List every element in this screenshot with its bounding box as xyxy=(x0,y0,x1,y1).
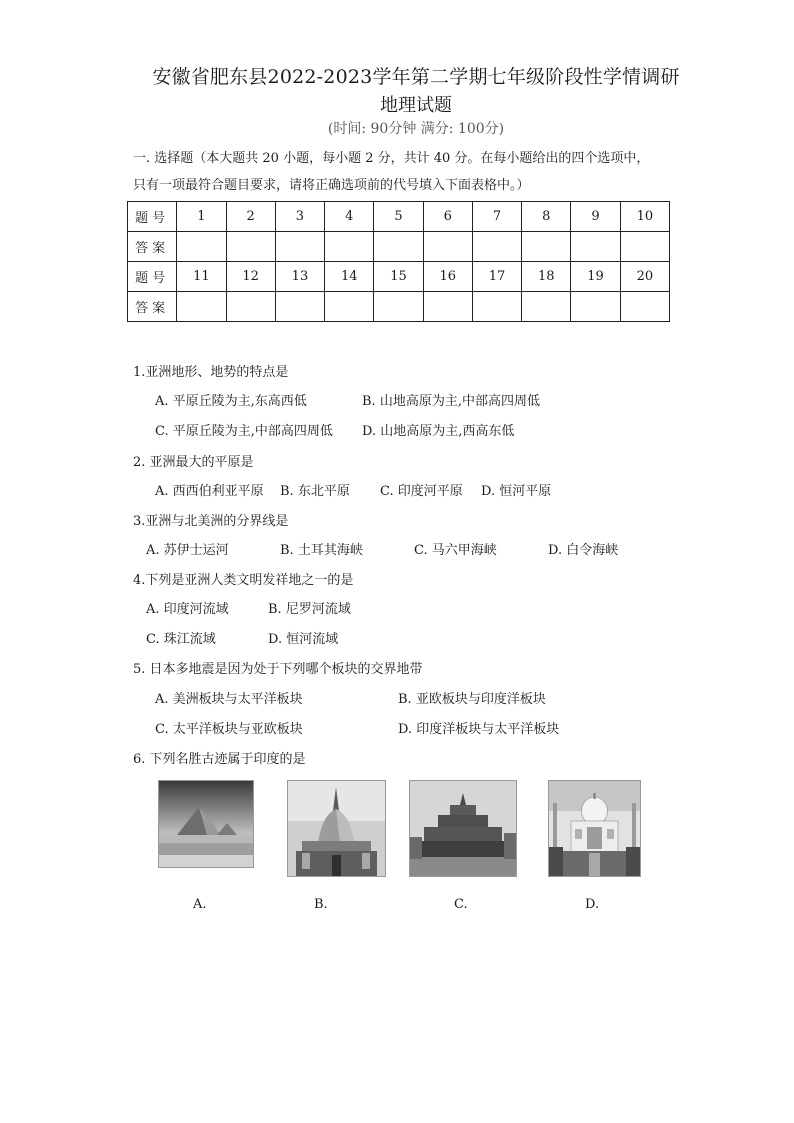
question-number: 9 xyxy=(571,202,620,232)
exam-time-score: (时间: 90分钟 满分: 100分) xyxy=(327,121,505,137)
instruction-line-1: 一. 选择题（本大题共 20 小题，每小题 2 分，共计 40 分。在每小题给出的四个选项中， xyxy=(133,151,650,166)
question-5-option-c[interactable]: C. 太平洋板块与亚欧板块 xyxy=(155,722,303,737)
row-label-question: 题号 xyxy=(128,262,177,292)
question-3-option-d[interactable]: D. 白令海峡 xyxy=(548,543,619,558)
question-2-option-b[interactable]: B. 东北平原 xyxy=(280,484,350,499)
question-1-option-a[interactable]: A. 平原丘陵为主,东高西低 xyxy=(155,394,307,409)
answer-cell[interactable] xyxy=(275,232,324,262)
section-instructions xyxy=(133,145,693,199)
stupa-image[interactable] xyxy=(287,780,386,877)
answer-table xyxy=(127,201,670,322)
answer-cell[interactable] xyxy=(522,292,571,322)
taj-mahal-image[interactable] xyxy=(548,780,641,877)
pyramid-image[interactable] xyxy=(158,780,254,868)
temple-mound-illustration xyxy=(410,781,516,876)
question-4-option-d[interactable]: D. 恒河流域 xyxy=(268,632,339,647)
question-number: 14 xyxy=(325,262,374,292)
exam-subject: 地理试题 xyxy=(380,95,452,116)
table-row-numbers-1 xyxy=(128,202,670,232)
question-number: 6 xyxy=(423,202,472,232)
question-3-option-c[interactable]: C. 马六甲海峡 xyxy=(414,543,497,558)
answer-cell[interactable] xyxy=(472,292,521,322)
answer-cell[interactable] xyxy=(275,292,324,322)
question-5-option-b[interactable]: B. 亚欧板块与印度洋板块 xyxy=(398,692,546,707)
pyramid-illustration xyxy=(159,781,253,867)
question-6-option-c[interactable]: C. xyxy=(454,897,468,912)
question-1-option-b[interactable]: B. 山地高原为主,中部高四周低 xyxy=(362,394,540,409)
question-2-stem: 2. 亚洲最大的平原是 xyxy=(133,455,254,470)
answer-cell[interactable] xyxy=(620,232,669,262)
question-5-option-a[interactable]: A. 美洲板块与太平洋板块 xyxy=(155,692,303,707)
answer-cell[interactable] xyxy=(374,292,423,322)
question-number: 15 xyxy=(374,262,423,292)
question-4-stem: 4.下列是亚洲人类文明发祥地之一的是 xyxy=(133,573,354,588)
question-number: 18 xyxy=(522,262,571,292)
answer-cell[interactable] xyxy=(177,292,226,322)
question-3-option-b[interactable]: B. 土耳其海峡 xyxy=(280,543,363,558)
question-6-option-a[interactable]: A. xyxy=(193,897,207,912)
question-6-option-d[interactable]: D. xyxy=(585,897,600,912)
question-4-option-c[interactable]: C. 珠江流域 xyxy=(146,632,216,647)
table-row-answers-1 xyxy=(128,232,670,262)
question-3-stem: 3.亚洲与北美洲的分界线是 xyxy=(133,514,289,529)
question-number: 20 xyxy=(620,262,669,292)
question-4-option-a[interactable]: A. 印度河流域 xyxy=(146,602,229,617)
answer-cell[interactable] xyxy=(325,232,374,262)
question-5-option-d[interactable]: D. 印度洋板块与太平洋板块 xyxy=(398,722,560,737)
stupa-illustration xyxy=(288,781,385,876)
question-number: 16 xyxy=(423,262,472,292)
answer-cell[interactable] xyxy=(571,292,620,322)
question-number: 1 xyxy=(177,202,226,232)
answer-cell[interactable] xyxy=(423,232,472,262)
answer-cell[interactable] xyxy=(522,232,571,262)
answer-cell[interactable] xyxy=(226,292,275,322)
taj-mahal-illustration xyxy=(549,781,640,876)
answer-cell[interactable] xyxy=(472,232,521,262)
answer-cell[interactable] xyxy=(325,292,374,322)
question-number: 4 xyxy=(325,202,374,232)
row-label-answer: 答案 xyxy=(128,232,177,262)
question-number: 11 xyxy=(177,262,226,292)
question-6-stem: 6. 下列名胜古迹属于印度的是 xyxy=(133,752,306,767)
answer-cell[interactable] xyxy=(226,232,275,262)
row-label-question: 题号 xyxy=(128,202,177,232)
question-number: 2 xyxy=(226,202,275,232)
table-row-numbers-2 xyxy=(128,262,670,292)
question-2-option-c[interactable]: C. 印度河平原 xyxy=(380,484,463,499)
question-number: 8 xyxy=(522,202,571,232)
question-1-stem: 1.亚洲地形、地势的特点是 xyxy=(133,365,289,380)
question-4-option-b[interactable]: B. 尼罗河流域 xyxy=(268,602,351,617)
question-3-option-a[interactable]: A. 苏伊士运河 xyxy=(146,543,229,558)
question-number: 7 xyxy=(472,202,521,232)
question-2-option-d[interactable]: D. 恒河平原 xyxy=(481,484,552,499)
question-1-option-c[interactable]: C. 平原丘陵为主,中部高四周低 xyxy=(155,424,333,439)
row-label-answer: 答案 xyxy=(128,292,177,322)
question-number: 12 xyxy=(226,262,275,292)
answer-cell[interactable] xyxy=(177,232,226,262)
question-number: 19 xyxy=(571,262,620,292)
question-1-option-d[interactable]: D. 山地高原为主,西高东低 xyxy=(362,424,515,439)
question-2-option-a[interactable]: A. 西西伯利亚平原 xyxy=(155,484,264,499)
temple-mound-image[interactable] xyxy=(409,780,517,877)
question-number: 13 xyxy=(275,262,324,292)
answer-cell[interactable] xyxy=(374,232,423,262)
answer-cell[interactable] xyxy=(620,292,669,322)
answer-cell[interactable] xyxy=(571,232,620,262)
question-number: 5 xyxy=(374,202,423,232)
instruction-line-2: 只有一项最符合题目要求，请将正确选项前的代号填入下面表格中。） xyxy=(133,178,530,193)
question-5-stem: 5. 日本多地震是因为处于下列哪个板块的交界地带 xyxy=(133,662,423,677)
exam-title: 安徽省肥东县2022-2023学年第二学期七年级阶段性学情调研 xyxy=(152,66,680,88)
table-row-answers-2 xyxy=(128,292,670,322)
question-number: 10 xyxy=(620,202,669,232)
question-6-option-b[interactable]: B. xyxy=(314,897,328,912)
question-number: 17 xyxy=(472,262,521,292)
answer-cell[interactable] xyxy=(423,292,472,322)
question-number: 3 xyxy=(275,202,324,232)
